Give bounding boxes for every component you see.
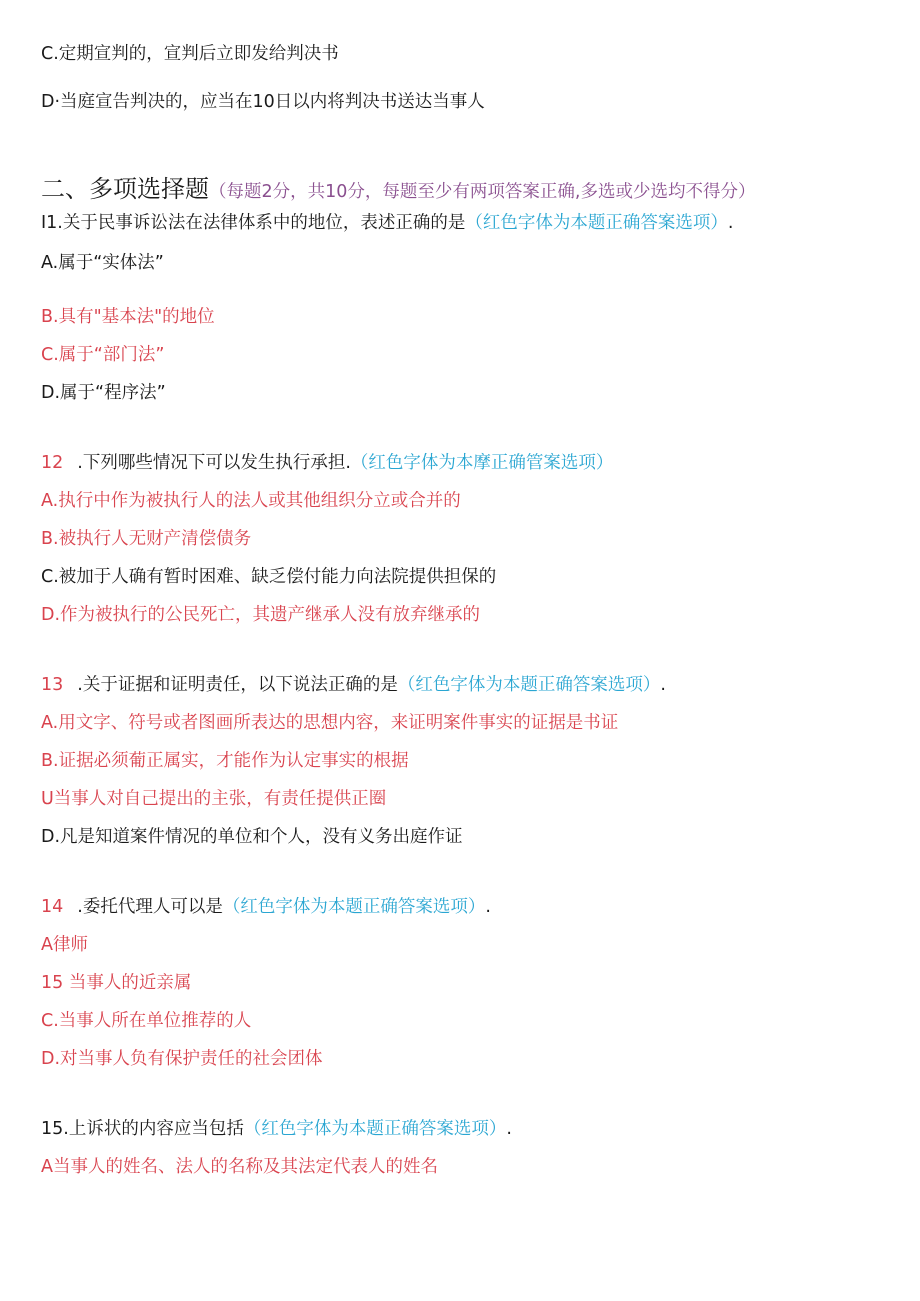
option-line: A.用文字、符号或者图画所表达的思想内容，来证明案件事实的证据是书证: [41, 713, 619, 733]
stem-tail: .: [485, 897, 491, 917]
question-number: 14: [41, 897, 64, 917]
option-line: D.作为被执行的公民死亡，其遗产继承人没有放弃继承的: [41, 605, 481, 625]
answer-hint: （红色字体为本摩正确管案选项）: [350, 453, 614, 473]
option-line: B.具有"基本法"的地位: [41, 307, 215, 327]
question-stem: [41, 895, 491, 919]
question-stem: [41, 451, 613, 475]
option-line: D.凡是知道案件情况的单位和个人，没有义务出庭作证: [41, 827, 463, 847]
option-line: C.当事人所在单位推荐的人: [41, 1011, 252, 1031]
option-line: A当事人的姓名、法人的名称及其法定代表人的姓名: [41, 1157, 438, 1177]
question-stem: [41, 1117, 512, 1141]
stem-tail: .: [506, 1119, 512, 1139]
option-line: D.对当事人负有保护责任的社会团体: [41, 1049, 323, 1069]
stem-tail: .: [660, 675, 666, 695]
question-stem-text: .关于证据和证明责任，以下说法正确的是: [77, 675, 398, 695]
question-stem: [41, 211, 733, 235]
stem-tail: .: [727, 213, 734, 233]
question-number: 13: [41, 675, 64, 695]
option-line: B.证据必须葡正属实，才能作为认定事实的根据: [41, 751, 409, 771]
question-stem-text: 15.上诉状的内容应当包括: [41, 1119, 244, 1139]
option-line: C.属于“部门法”: [41, 345, 165, 365]
section-title: 二、多项选择题: [41, 175, 209, 203]
section-hint: （每题2分，共10分，每题至少有两项答案正确,多选或少选均不得分）: [209, 182, 756, 202]
option-line: B.被执行人无财产清偿债务: [41, 529, 252, 549]
option-line: U当事人对自己提出的主张，有责任提供正圈: [41, 789, 387, 809]
option-line: A律师: [41, 935, 88, 955]
option-line: C.定期宣判的，宣判后立即发给判决书: [41, 44, 339, 64]
section-heading: [41, 174, 755, 207]
answer-hint: （红色字体为本题正确答案选项）: [397, 675, 661, 695]
question-stem-text: .委托代理人可以是: [77, 897, 223, 917]
question-stem-text: I1.关于民事诉讼法在法律体系中的地位，表述正确的是: [41, 213, 466, 233]
option-line: D·当庭宣告判决的，应当在10日以内将判决书送达当事人: [41, 92, 485, 112]
answer-hint: （红色字体为本题正确答案选项）: [465, 213, 728, 233]
option-line: A.执行中作为被执行人的法人或其他组织分立或合并的: [41, 491, 461, 511]
answer-hint: （红色字体为本题正确答案选项）: [222, 897, 486, 917]
option-line: D.属于“程序法”: [41, 383, 166, 403]
question-stem-text: .下列哪些情况下可以发生执行承担.: [77, 453, 351, 473]
answer-hint: （红色字体为本题正确答案选项）: [243, 1119, 507, 1139]
option-line: 15 当事人的近亲属: [41, 973, 192, 993]
option-line: A.属于“实体法”: [41, 253, 164, 273]
question-number: 12: [41, 453, 64, 473]
question-stem: [41, 673, 666, 697]
option-line: C.被加于人确有暂时困难、缺乏偿付能力向法院提供担保的: [41, 567, 497, 587]
